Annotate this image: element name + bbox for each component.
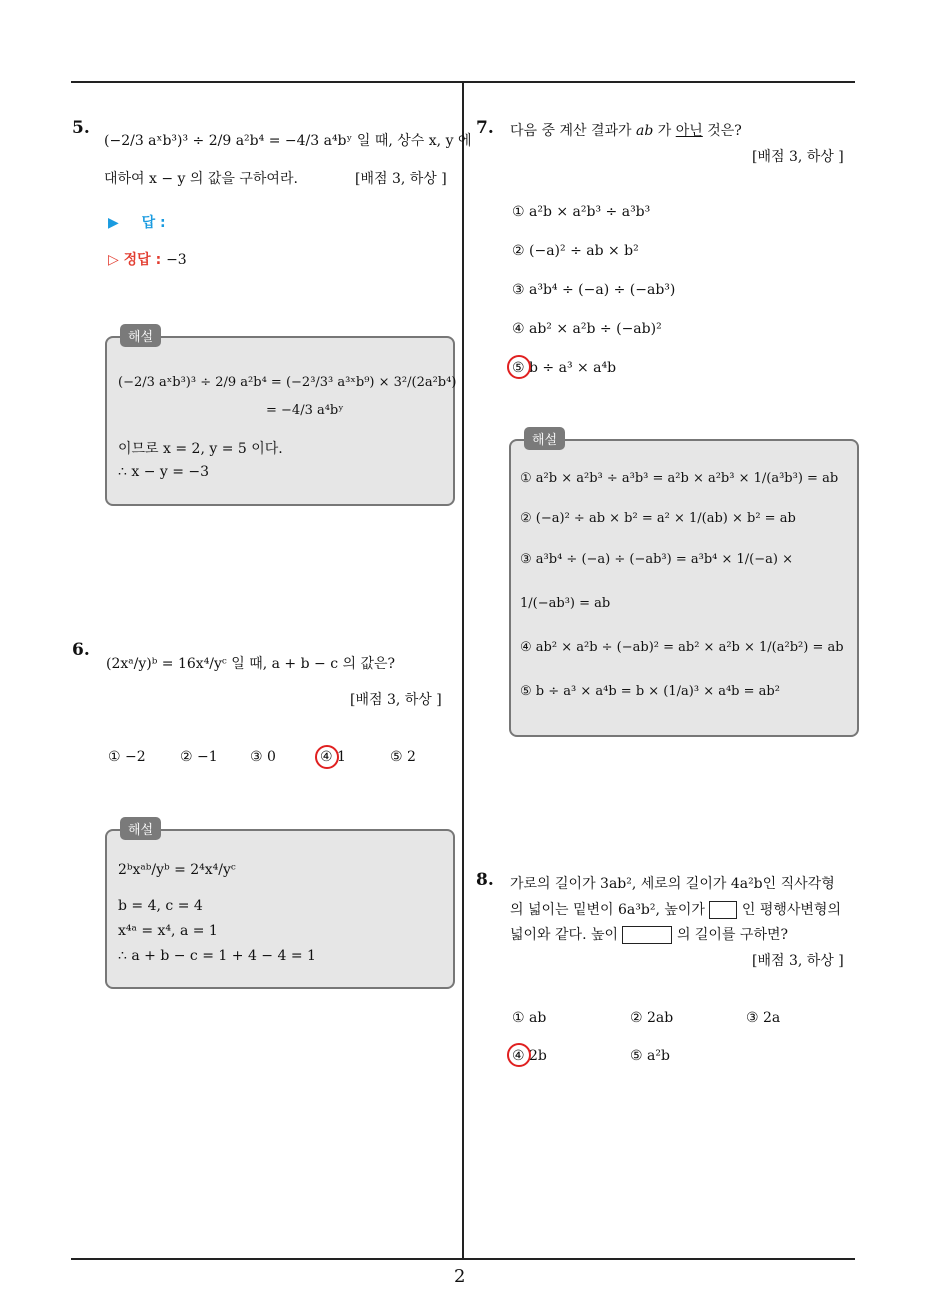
q5-exp-line3: 이므로 x = 2, y = 5 이다. <box>118 441 283 457</box>
correct-answer-q5 <box>108 249 187 269</box>
answer-label: 답 : <box>141 215 166 231</box>
q7-text-mid: 가 <box>653 123 676 139</box>
q7-text-post: 것은? <box>702 123 742 139</box>
q7-choice-5[interactable]: ⑤ b ÷ a³ × a⁴b <box>512 360 617 376</box>
question-5-score: [배점 3, 하상 ] <box>355 171 447 187</box>
correct-value: −3 <box>166 252 187 268</box>
question-5-number: 5. <box>72 118 90 138</box>
q5-exp-line2: = −4/3 a⁴bʸ <box>266 403 344 418</box>
q6-choice-3[interactable]: ③ 0 <box>250 749 276 765</box>
q8-choice-3[interactable]: ③ 2a <box>746 1010 781 1026</box>
question-8-number: 8. <box>476 870 494 890</box>
q6-exp-line4: ∴ a + b − c = 1 + 4 − 4 = 1 <box>118 948 316 964</box>
explanation-box-q5 <box>105 336 455 506</box>
question-5-text-line1: (−2/3 aˣb³)³ ÷ 2/9 a²b⁴ = −4/3 a⁴bʸ 일 때, 상수 x, y 에 <box>104 133 472 149</box>
answer-field-q5[interactable] <box>108 212 166 232</box>
question-6-text-line1: (2xᵃ/y)ᵇ = 16x⁴/yᶜ 일 때, a + b − c 의 값은? <box>106 656 396 672</box>
selected-answer-circle-q7 <box>507 355 531 379</box>
q6-choice-5[interactable]: ⑤ 2 <box>390 749 416 765</box>
q8-line2-pre: 의 넓이는 밑변이 6a³b², 높이가 <box>510 902 705 918</box>
q8-choice-5[interactable]: ⑤ a²b <box>630 1048 670 1064</box>
question-8-text-line3 <box>510 924 788 944</box>
question-6-score: [배점 3, 하상 ] <box>350 692 442 708</box>
explanation-tag-q7: 해설 <box>524 427 565 450</box>
q8-choice-1[interactable]: ① ab <box>512 1010 547 1026</box>
q8-line3-post: 의 길이를 구하면? <box>676 927 789 943</box>
question-7-score: [배점 3, 하상 ] <box>752 149 844 165</box>
height-blank-box-2 <box>622 926 672 944</box>
q5-exp-line1: (−2/3 aˣb³)³ ÷ 2/9 a²b⁴ = (−2³/3³ a³ˣb⁹) × 3²/(2a²b⁴) <box>118 375 457 390</box>
q8-line3-pre: 넓이와 같다. 높이 <box>510 927 619 943</box>
q8-choice-2[interactable]: ② 2ab <box>630 1010 674 1026</box>
question-5-text-line2: 대하여 x − y 의 값을 구하여라. <box>104 171 298 187</box>
q7-choice-4[interactable]: ④ ab² × a²b ÷ (−ab)² <box>512 321 662 337</box>
q8-choice-4[interactable]: ④ 2b <box>512 1048 547 1064</box>
correct-label: 정답 : <box>123 252 162 268</box>
q6-choice-2[interactable]: ② −1 <box>180 749 218 765</box>
q7-text-underlined: 아닌 <box>675 123 703 139</box>
column-divider <box>462 83 464 1259</box>
bottom-rule <box>71 1258 855 1260</box>
explanation-tag-q6: 해설 <box>120 817 161 840</box>
question-7-text <box>510 120 742 140</box>
page-number: 2 <box>454 1266 466 1287</box>
q6-choice-4[interactable]: ④ 1 <box>320 749 346 765</box>
question-8-text-line1: 가로의 길이가 3ab², 세로의 길이가 4a²b인 직사각형 <box>510 876 835 892</box>
q7-exp-line3: ③ a³b⁴ ÷ (−a) ÷ (−ab³) = a³b⁴ × 1/(−a) × <box>520 552 793 567</box>
q7-exp-line6: ⑤ b ÷ a³ × a⁴b = b × (1/a)³ × a⁴b = ab² <box>520 684 780 699</box>
q6-exp-line3: x⁴ᵃ = x⁴, a = 1 <box>118 923 218 939</box>
selected-answer-circle-q6 <box>315 745 339 769</box>
q7-text-pre: 다음 중 계산 결과가 <box>510 123 636 139</box>
q7-choice-2[interactable]: ② (−a)² ÷ ab × b² <box>512 243 639 259</box>
q7-choice-3[interactable]: ③ a³b⁴ ÷ (−a) ÷ (−ab³) <box>512 282 676 298</box>
q5-exp-line4: ∴ x − y = −3 <box>118 464 210 480</box>
q6-choice-1[interactable]: ① −2 <box>108 749 146 765</box>
explanation-tag-q5: 해설 <box>120 324 161 347</box>
question-8-text-line2 <box>510 899 841 919</box>
q7-text-math: ab <box>636 123 654 139</box>
play-icon: ▶ <box>108 215 119 231</box>
q7-exp-line4: 1/(−ab³) = ab <box>520 596 611 611</box>
triangle-outline-icon: ▷ <box>108 252 119 268</box>
q6-exp-line1: 2ᵇxᵃᵇ/yᵇ = 2⁴x⁴/yᶜ <box>118 862 236 878</box>
selected-answer-circle-q8 <box>507 1043 531 1067</box>
height-blank-box <box>709 901 737 919</box>
q7-choice-1[interactable]: ① a²b × a²b³ ÷ a³b³ <box>512 204 651 220</box>
q6-exp-line2: b = 4, c = 4 <box>118 898 203 914</box>
q7-exp-line2: ② (−a)² ÷ ab × b² = a² × 1/(ab) × b² = ab <box>520 511 796 526</box>
question-7-number: 7. <box>476 118 494 138</box>
q7-exp-line5: ④ ab² × a²b ÷ (−ab)² = ab² × a²b × 1/(a²b²) = ab <box>520 640 844 655</box>
question-8-score: [배점 3, 하상 ] <box>752 953 844 969</box>
q8-line2-post: 인 평행사변형의 <box>741 902 841 918</box>
q7-exp-line1: ① a²b × a²b³ ÷ a³b³ = a²b × a²b³ × 1/(a³b³) = ab <box>520 471 839 486</box>
question-6-number: 6. <box>72 640 90 660</box>
